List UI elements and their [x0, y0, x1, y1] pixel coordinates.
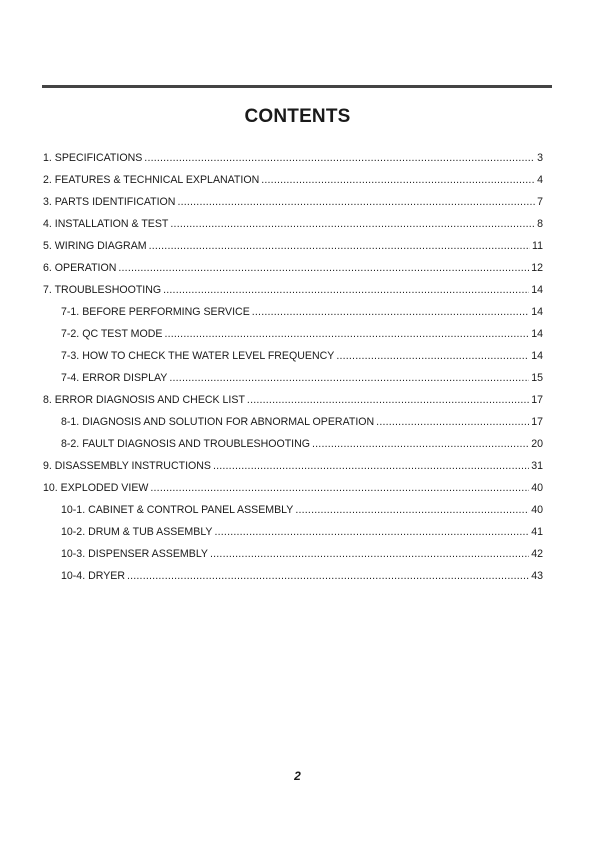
- toc-leader-dots: [170, 218, 535, 230]
- toc-subentry[interactable]: [43, 350, 543, 372]
- toc-subentry[interactable]: [43, 306, 543, 328]
- toc-entry-page: 12: [531, 262, 543, 274]
- toc-entry-page: 8: [537, 218, 543, 230]
- toc-entry[interactable]: [43, 394, 543, 416]
- toc-entry-label: 10-1. CABINET & CONTROL PANEL ASSEMBLY: [61, 504, 294, 516]
- toc-entry[interactable]: [43, 196, 543, 218]
- toc-entry-page: 15: [531, 372, 543, 384]
- toc-subentry[interactable]: [43, 438, 543, 460]
- toc-entry-label: 7-1. BEFORE PERFORMING SERVICE: [61, 306, 250, 318]
- toc-entry-label: 3. PARTS IDENTIFICATION: [43, 196, 176, 208]
- toc-leader-dots: [215, 526, 530, 538]
- toc-entry[interactable]: [43, 284, 543, 306]
- toc-entry-label: 7-2. QC TEST MODE: [61, 328, 163, 340]
- table-of-contents: [43, 152, 543, 592]
- toc-entry-label: 7-4. ERROR DISPLAY: [61, 372, 168, 384]
- toc-entry-label: 10-3. DISPENSER ASSEMBLY: [61, 548, 208, 560]
- page-number: 2: [294, 769, 301, 783]
- toc-entry-label: 9. DISASSEMBLY INSTRUCTIONS: [43, 460, 211, 472]
- toc-entry[interactable]: [43, 482, 543, 504]
- toc-entry-label: 10-4. DRYER: [61, 570, 125, 582]
- toc-entry[interactable]: [43, 262, 543, 284]
- toc-leader-dots: [312, 438, 529, 450]
- toc-subentry[interactable]: [43, 504, 543, 526]
- toc-entry-page: 20: [531, 438, 543, 450]
- toc-entry-page: 31: [531, 460, 543, 472]
- toc-leader-dots: [376, 416, 529, 428]
- toc-subentry[interactable]: [43, 548, 543, 570]
- page-title: CONTENTS: [244, 106, 351, 127]
- toc-entry-label: 4. INSTALLATION & TEST: [43, 218, 169, 230]
- toc-entry-label: 1. SPECIFICATIONS: [43, 152, 143, 164]
- toc-leader-dots: [164, 328, 529, 340]
- toc-subentry[interactable]: [43, 416, 543, 438]
- toc-leader-dots: [261, 174, 535, 186]
- toc-leader-dots: [247, 394, 529, 406]
- toc-entry-label: 7-3. HOW TO CHECK THE WATER LEVEL FREQUENCY: [61, 350, 335, 362]
- toc-entry-page: 14: [531, 328, 543, 340]
- toc-leader-dots: [336, 350, 529, 362]
- toc-entry-label: 8. ERROR DIAGNOSIS AND CHECK LIST: [43, 394, 245, 406]
- toc-entry-page: 14: [531, 350, 543, 362]
- toc-entry-page: 43: [531, 570, 543, 582]
- toc-entry[interactable]: [43, 218, 543, 240]
- toc-entry-page: 11: [532, 240, 543, 252]
- toc-entry-page: 17: [531, 394, 543, 406]
- toc-subentry[interactable]: [43, 526, 543, 548]
- toc-entry-label: 10-2. DRUM & TUB ASSEMBLY: [61, 526, 213, 538]
- toc-leader-dots: [177, 196, 535, 208]
- toc-leader-dots: [210, 548, 529, 560]
- toc-entry-label: 2. FEATURES & TECHNICAL EXPLANATION: [43, 174, 260, 186]
- toc-entry-label: 8-2. FAULT DIAGNOSIS AND TROUBLESHOOTING: [61, 438, 311, 450]
- toc-leader-dots: [118, 262, 529, 274]
- toc-leader-dots: [252, 306, 529, 318]
- toc-entry-page: 40: [531, 504, 543, 516]
- toc-entry-page: 14: [531, 284, 543, 296]
- toc-entry-page: 4: [537, 174, 543, 186]
- toc-subentry[interactable]: [43, 372, 543, 394]
- toc-entry-label: 8-1. DIAGNOSIS AND SOLUTION FOR ABNORMAL OPERATION: [61, 416, 375, 428]
- toc-entry-page: 42: [531, 548, 543, 560]
- toc-leader-dots: [149, 240, 530, 252]
- toc-entry-label: 10. EXPLODED VIEW: [43, 482, 149, 494]
- toc-entry-page: 3: [537, 152, 543, 164]
- header-rule: [42, 85, 552, 88]
- toc-entry-page: 14: [531, 306, 543, 318]
- toc-subentry[interactable]: [43, 570, 543, 592]
- toc-entry-page: 7: [537, 196, 543, 208]
- toc-entry[interactable]: [43, 174, 543, 196]
- toc-entry-page: 17: [531, 416, 543, 428]
- toc-entry-page: 41: [531, 526, 543, 538]
- toc-leader-dots: [163, 284, 529, 296]
- toc-entry-label: 5. WIRING DIAGRAM: [43, 240, 147, 252]
- toc-entry-page: 40: [531, 482, 543, 494]
- toc-leader-dots: [295, 504, 529, 516]
- toc-leader-dots: [169, 372, 529, 384]
- toc-leader-dots: [213, 460, 529, 472]
- toc-entry-label: 6. OPERATION: [43, 262, 117, 274]
- toc-leader-dots: [144, 152, 535, 164]
- toc-entry[interactable]: [43, 152, 543, 174]
- toc-entry[interactable]: [43, 460, 543, 482]
- toc-leader-dots: [150, 482, 529, 494]
- toc-entry-label: 7. TROUBLESHOOTING: [43, 284, 162, 296]
- toc-subentry[interactable]: [43, 328, 543, 350]
- toc-entry[interactable]: [43, 240, 543, 262]
- toc-leader-dots: [127, 570, 529, 582]
